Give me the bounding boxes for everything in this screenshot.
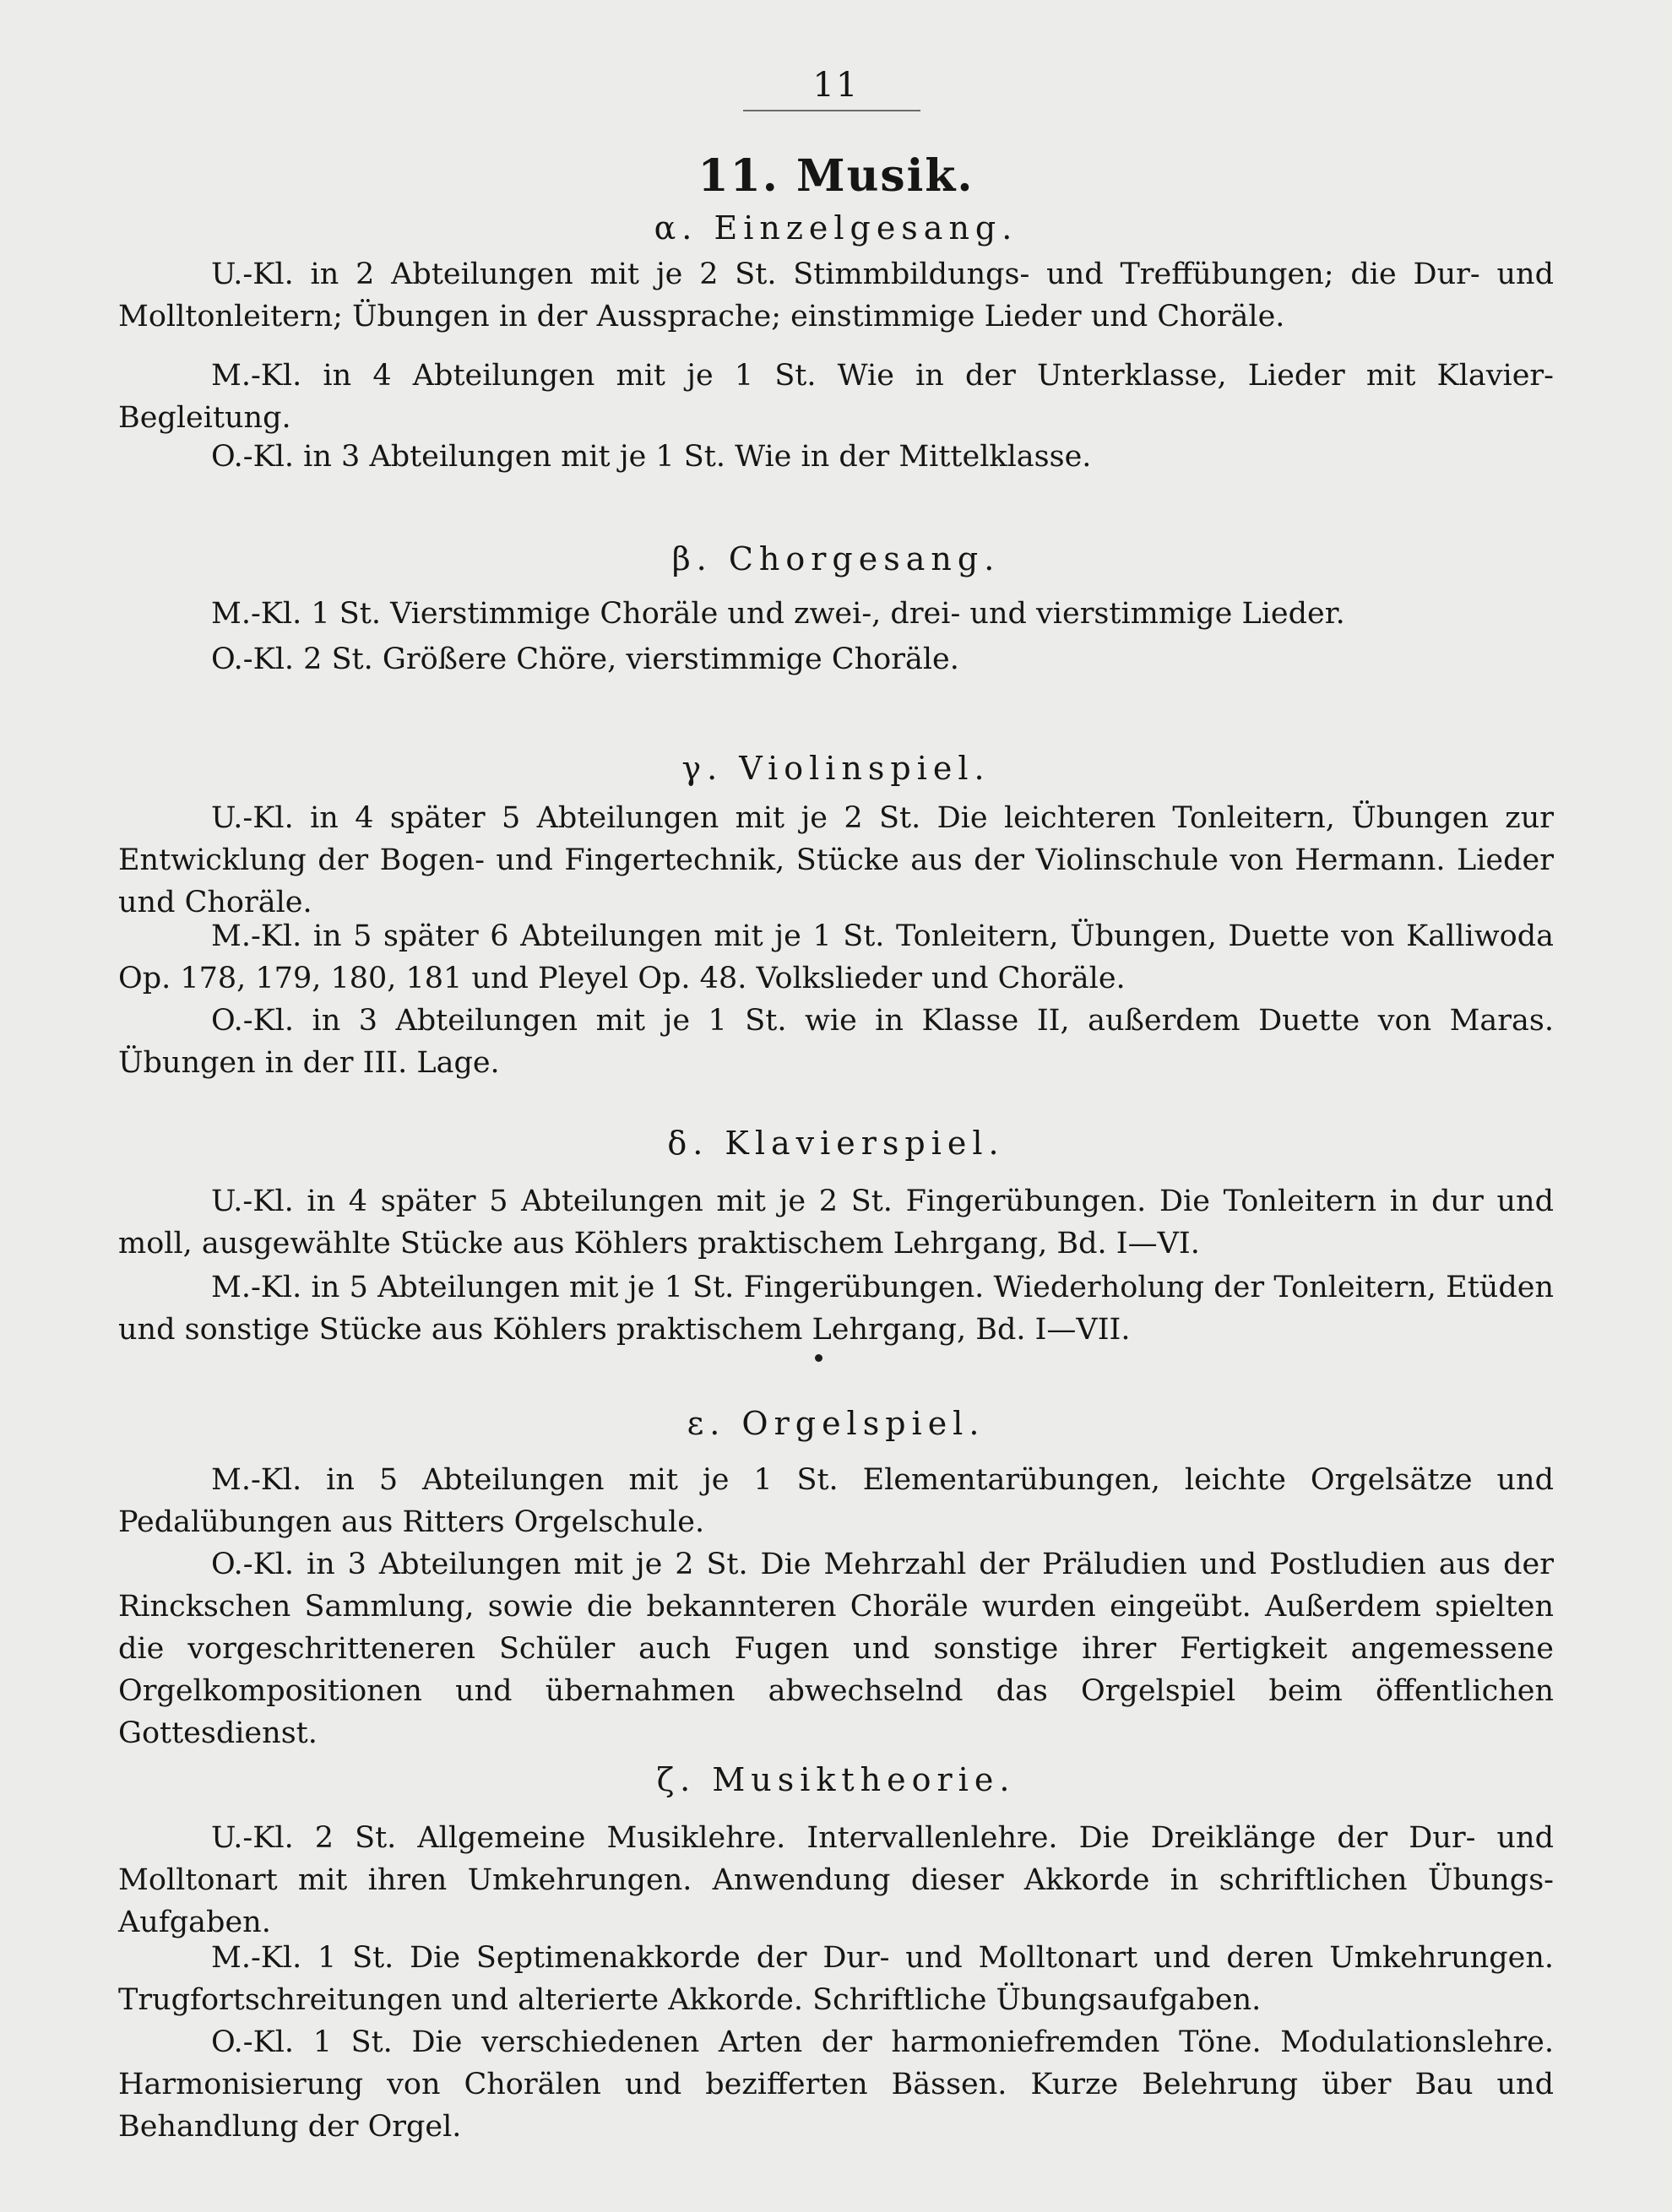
paragraph-orgelspiel-mittelklasse: M.-Kl. in 5 Abteilungen mit je 1 St. Elementarübungen, leichte Orgelsätze und Pedalübungen aus Ritters Orgelschule. bbox=[118, 1463, 1554, 1539]
section-heading-orgelspiel: ε. Orgelspiel. bbox=[687, 1405, 985, 1442]
section-heading-chorgesang: β. Chorgesang. bbox=[671, 540, 1001, 577]
paragraph-klavierspiel-unterklasse: U.-Kl. in 4 später 5 Abteilungen mit je 2 St. Fingerübungen. Die Tonleitern in dur und moll, ausgewählte Stücke aus Köhlers praktischem Lehrgang, Bd. I—VI. bbox=[118, 1185, 1554, 1261]
section-heading-violinspiel: γ. Violinspiel. bbox=[681, 750, 991, 787]
page-number-rule bbox=[743, 110, 920, 111]
chapter-title: 11. Musik. bbox=[698, 150, 974, 202]
paragraph-violinspiel-unterklasse: U.-Kl. in 4 später 5 Abteilungen mit je 2 St. Die leichteren Tonleitern, Übungen zur Entwicklung der Bogen- und Fingertechnik, Stücke aus der Violinschule von Hermann. Lieder und Choräle. bbox=[118, 801, 1554, 919]
section-heading-einzelgesang: α. Einzelgesang. bbox=[654, 209, 1018, 247]
paragraph-einzelgesang-oberklasse: O.-Kl. in 3 Abteilungen mit je 1 St. Wie in der Mittelklasse. bbox=[211, 440, 1092, 474]
paragraph-musiktheorie-unterklasse: U.-Kl. 2 St. Allgemeine Musiklehre. Intervallenlehre. Die Dreiklänge der Dur- und Molltonart mit ihren Umkehrungen. Anwendung dieser Akkorde in schriftlichen Übungs-Aufgaben. bbox=[118, 1821, 1554, 1939]
paragraph-chorgesang-mittelklasse: M.-Kl. 1 St. Vierstimmige Choräle und zwei-, drei- und vierstimmige Lieder. bbox=[211, 597, 1345, 631]
paragraph-violinspiel-oberklasse: O.-Kl. in 3 Abteilungen mit je 1 St. wie in Klasse II, außerdem Duette von Maras. Übungen in der III. Lage. bbox=[118, 1004, 1554, 1080]
paragraph-chorgesang-oberklasse: O.-Kl. 2 St. Größere Chöre, vierstimmige Choräle. bbox=[211, 642, 959, 676]
paragraph-einzelgesang-unterklasse: U.-Kl. in 2 Abteilungen mit je 2 St. Stimmbildungs- und Treffübungen; die Dur- und Molltonleitern; Übungen in der Aussprache; einstimmige Lieder und Choräle. bbox=[118, 258, 1554, 333]
page-number: 11 bbox=[812, 66, 860, 105]
paragraph-klavierspiel-mittelklasse: M.-Kl. in 5 Abteilungen mit je 1 St. Fingerübungen. Wiederholung der Tonleitern, Etüden und sonstige Stücke aus Köhlers praktischem Lehrgang, Bd. I—VII. bbox=[118, 1271, 1554, 1347]
paragraph-musiktheorie-oberklasse: O.-Kl. 1 St. Die verschiedenen Arten der harmoniefremden Töne. Modulationslehre. Harmonisierung von Chorälen und bezifferten Bässen. Kurze Belehrung über Bau und Behandlung der Orgel. bbox=[118, 2025, 1554, 2144]
paragraph-violinspiel-mittelklasse: M.-Kl. in 5 später 6 Abteilungen mit je 1 St. Tonleitern, Übungen, Duette von Kalliwoda Op. 178, 179, 180, 181 und Pleyel Op. 48. Volkslieder und Choräle. bbox=[118, 919, 1554, 995]
paragraph-einzelgesang-mittelklasse: M.-Kl. in 4 Abteilungen mit je 1 St. Wie in der Unterklasse, Lieder mit Klavier-Begleitung. bbox=[118, 359, 1554, 435]
paragraph-musiktheorie-mittelklasse: M.-Kl. 1 St. Die Septimenakkorde der Dur- und Molltonart und deren Umkehrungen. Trugfortschreitungen und alterierte Akkorde. Schriftliche Übungsaufgaben. bbox=[118, 1941, 1554, 2017]
separator-dot bbox=[815, 1354, 822, 1362]
paragraph-orgelspiel-oberklasse: O.-Kl. in 3 Abteilungen mit je 2 St. Die Mehrzahl der Präludien und Postludien aus der Rinckschen Sammlung, sowie die bekannteren Choräle wurden eingeübt. Außerdem spielten die vorgeschritteneren Schüler auch Fugen und sonstige ihrer Fertigkeit angemessene Orgelkompositionen und übernahmen abwechselnd das Orgelspiel beim öffentlichen Gottesdienst. bbox=[118, 1548, 1554, 1750]
section-heading-klavierspiel: δ. Klavierspiel. bbox=[667, 1125, 1005, 1162]
section-heading-musiktheorie: ζ. Musiktheorie. bbox=[656, 1761, 1016, 1798]
